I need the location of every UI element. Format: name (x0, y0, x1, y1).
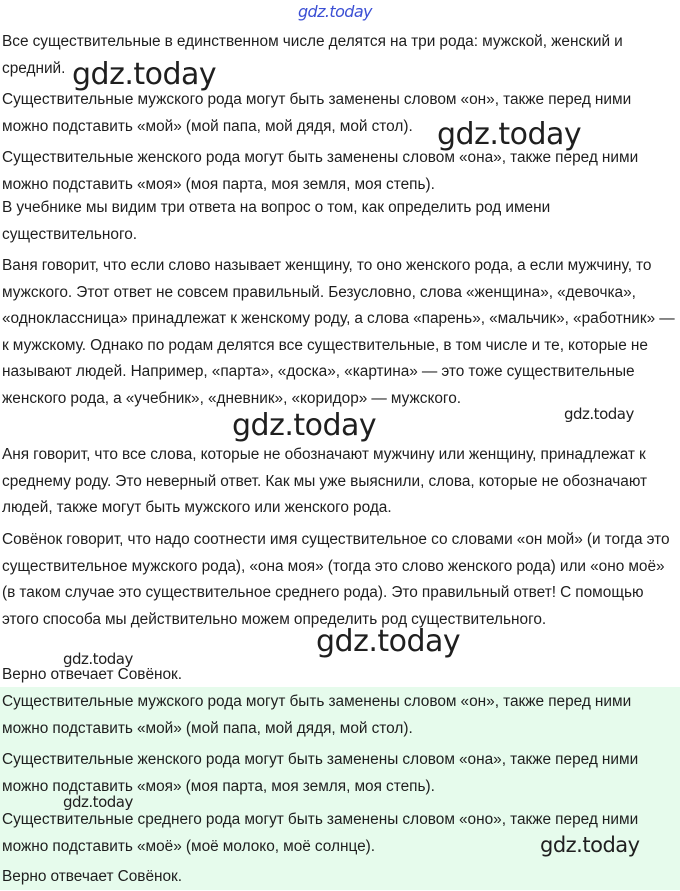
watermark: gdz.today (564, 405, 634, 423)
theory-paragraph-3: Существительные женского рода могут быть заменены словом «она», также перед ними можно подставить «моя» (моя парта, моя земля, моя степь). (2, 149, 639, 193)
watermark: gdz.today (63, 793, 133, 811)
watermark: gdz.today (63, 650, 133, 668)
watermark: gdz.today (72, 57, 217, 92)
analysis-verdict: Верно отвечает Совёнок. (2, 666, 183, 683)
watermark: gdz.today (437, 117, 582, 152)
analysis-anya: Аня говорит, что все слова, которые не обозначают мужчину или женщину, принадлежат к среднему роду. Это неверный ответ. Как мы уже выяснили, слова, которые не обозначают людей, также могут быть мужского или женского рода. (2, 446, 648, 516)
analysis-sovyonok: Совёнок говорит, что надо соотнести имя существительное со словами «он мой» (и тогда это существительное мужского рода), «она моя» (тогда это слово женского рода) или «оно моё» (в таком случае это существительное среднего рода). Это правильный ответ! С помощью этого способа мы действительно можем определить род существительного. (2, 531, 670, 628)
theory-paragraph-4: В учебнике мы видим три ответа на вопрос о том, как определить род имени существительного. (2, 199, 551, 243)
answer-feminine: Существительные женского рода могут быть заменены словом «она», также перед ними можно подставить «моя» (моя парта, моя земля, моя степь). (2, 751, 639, 795)
watermark: gdz.today (540, 833, 640, 857)
theory-paragraph-1: Все существительные в единственном числе делятся на три рода: мужской, женский и средний. (2, 33, 623, 77)
site-watermark-top: gdz.today (298, 2, 372, 21)
watermark: gdz.today (316, 624, 461, 659)
answer-masculine: Существительные мужского рода могут быть заменены словом «он», также перед ними можно подставить «мой» (мой папа, мой дядя, мой стол). (2, 693, 632, 737)
watermark: gdz.today (232, 408, 377, 443)
theory-paragraph-2: Существительные мужского рода могут быть заменены словом «он», также перед ними можно подставить «мой» (мой папа, мой дядя, мой стол). (2, 91, 632, 135)
answer-verdict: Верно отвечает Совёнок. (2, 868, 183, 885)
answer-neuter: Существительные среднего рода могут быть заменены словом «оно», также перед ними можно подставить «моё» (моё молоко, моё солнце). (2, 811, 639, 855)
analysis-vanya: Ваня говорит, что если слово называет женщину, то оно женского рода, а если мужчину, то мужского. Этот ответ не совсем правильный. Безусловно, слова «женщина», «девочка», «одноклассница» принадлежат к женскому роду, а слова «парень», «мальчик», «работник» — к мужскому. Однако по родам делятся все существительные, в том числе и те, которые не называют людей. Например, «парта», «доска», «картина» — это тоже существительные женского рода, а «учебник», «дневник», «коридор» — мужского. (2, 257, 675, 407)
answer-block (0, 687, 680, 890)
